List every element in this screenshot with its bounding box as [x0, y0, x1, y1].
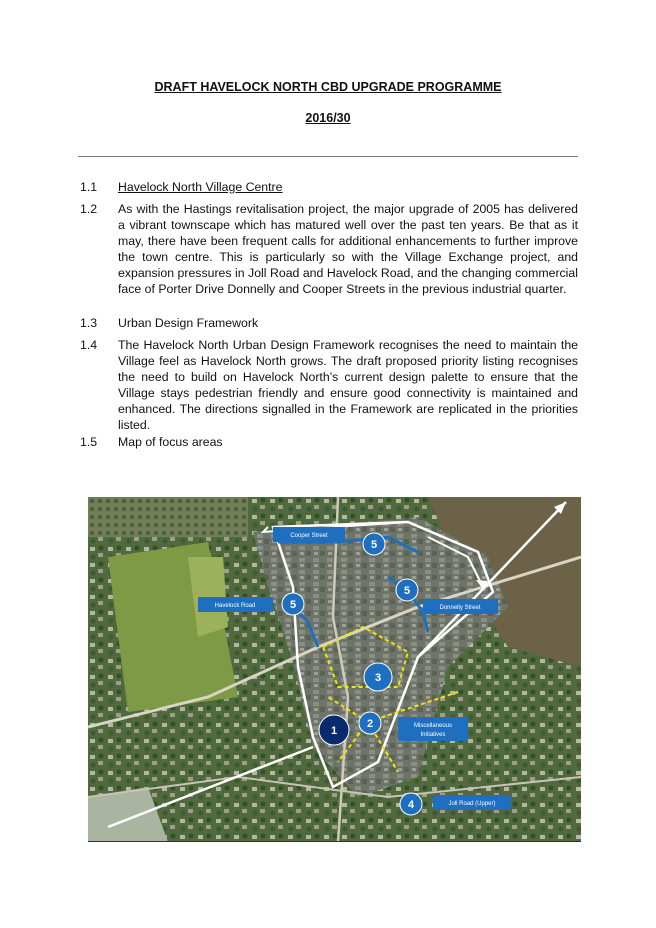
orchard-area [88, 497, 248, 537]
svg-text:5: 5 [403, 585, 411, 597]
section-1-1 [80, 179, 578, 195]
svg-text:4: 4 [407, 799, 415, 811]
svg-text:2: 2 [366, 718, 374, 730]
section-number: 1.2 [80, 202, 98, 216]
label-donnelly-street [423, 599, 498, 614]
section-heading: Map of focus areas [118, 435, 223, 449]
marker-1 [319, 715, 349, 745]
svg-text:1: 1 [330, 725, 338, 737]
svg-text:Joll Road (Upper): Joll Road (Upper) [448, 801, 496, 807]
svg-text:Havelock Road: Havelock Road [214, 603, 256, 609]
map-bottom-rule [88, 841, 581, 842]
document-year: 2016/30 [305, 111, 351, 125]
section-1-5 [80, 434, 578, 450]
svg-text:5: 5 [289, 599, 297, 611]
document-title: DRAFT HAVELOCK NORTH CBD UPGRADE PROGRAMME [154, 80, 502, 94]
section-heading: Havelock North Village Centre [118, 180, 283, 194]
section-1-3 [80, 315, 578, 331]
marker-3 [364, 663, 392, 691]
marker-2 [359, 712, 381, 734]
label-miscellaneous-initiatives [398, 717, 468, 741]
label-cooper-street [273, 527, 345, 542]
section-1-2 [80, 201, 578, 297]
section-heading: Urban Design Framework [118, 316, 259, 330]
section-body: The Havelock North Urban Design Framework recognises the need to maintain the Village feel as Havelock North grows. The draft proposed priority listing recognises the need to build on Havelock North’s current design palette to ensure that the Village stays pedestrian friendly and ensure good connectivity is maintained and enhanced. The directions signalled in the Framework are replicated in the priorities listed. [118, 338, 578, 432]
focus-areas-map [88, 497, 581, 842]
marker-5-havelock [282, 593, 304, 615]
svg-text:Miscellaneous: Miscellaneous [413, 723, 453, 729]
section-number: 1.3 [80, 316, 98, 330]
svg-text:5: 5 [370, 539, 378, 551]
svg-text:Donnelly Street: Donnelly Street [439, 605, 481, 611]
svg-text:Cooper Street: Cooper Street [290, 533, 328, 539]
divider [78, 156, 578, 157]
section-1-4 [80, 337, 578, 433]
marker-5-cooper [363, 533, 385, 555]
marker-4 [400, 793, 422, 815]
section-body: As with the Hastings revitalisation project, the major upgrade of 2005 has delivered a vibrant townscape which has matured well over the past ten years. Be that as it may, there have been frequent calls for additional enhancements to further improve the town centre. This is particularly so with the Village Exchange project, and expansion pressures in Joll Road and Havelock Road, and the changing commercial face of Porter Drive Donnelly and Cooper Streets in the previous industrial quarter. [118, 202, 578, 296]
svg-text:Initiatives: Initiatives [420, 732, 446, 738]
section-number: 1.4 [80, 338, 98, 352]
label-havelock-road [198, 597, 273, 612]
section-number: 1.5 [80, 435, 98, 449]
section-number: 1.1 [80, 180, 98, 194]
marker-5-donnelly [396, 579, 418, 601]
label-joll-road [433, 795, 511, 810]
svg-text:3: 3 [374, 672, 382, 684]
